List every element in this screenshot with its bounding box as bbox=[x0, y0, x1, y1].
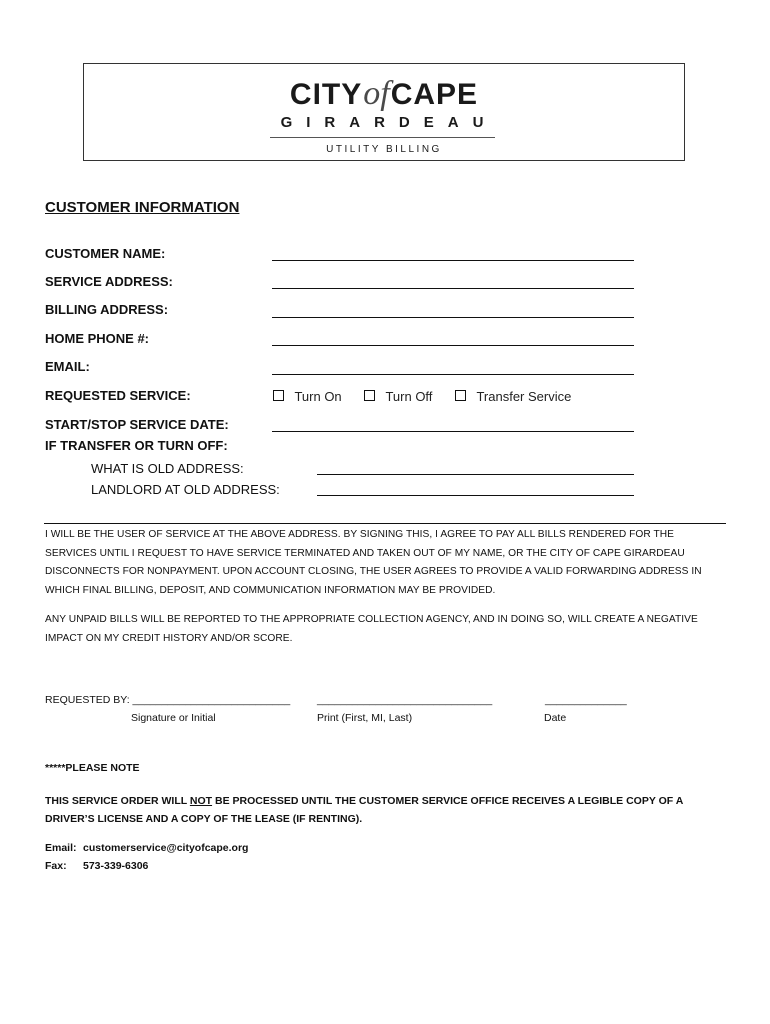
transfer-service-label: Transfer Service bbox=[476, 389, 572, 404]
print-name-line[interactable]: ______________________________ bbox=[317, 694, 493, 706]
note-text-not: NOT bbox=[189, 795, 213, 807]
contact-email-label: Email: bbox=[45, 842, 77, 854]
logo-department-text: UTILITY BILLING bbox=[326, 144, 442, 155]
logo-divider bbox=[270, 137, 495, 138]
section-divider bbox=[44, 523, 726, 524]
old-address-label: WHAT IS OLD ADDRESS: bbox=[91, 461, 244, 476]
contact-email-value[interactable]: customerservice@cityofcape.org bbox=[83, 842, 249, 854]
billing-address-label: BILLING ADDRESS: bbox=[45, 302, 169, 317]
service-address-field[interactable] bbox=[272, 288, 634, 289]
logo-wordmark bbox=[84, 75, 684, 113]
logo-city-text: CITY bbox=[289, 78, 363, 111]
requested-by-signature-line[interactable]: REQUESTED BY: ___________________________ bbox=[45, 694, 291, 706]
note-heading: *****PLEASE NOTE bbox=[45, 762, 140, 774]
home-phone-field[interactable] bbox=[272, 345, 634, 346]
logo-box bbox=[83, 63, 685, 161]
logo-cape-text: CAPE bbox=[390, 78, 479, 111]
old-address-field[interactable] bbox=[317, 474, 634, 475]
logo-of-text: of bbox=[363, 75, 390, 112]
email-label: EMAIL: bbox=[45, 359, 90, 374]
billing-address-field[interactable] bbox=[272, 317, 634, 318]
landlord-field[interactable] bbox=[317, 495, 634, 496]
customer-name-field[interactable] bbox=[272, 260, 634, 261]
date-caption: Date bbox=[544, 712, 567, 724]
turn-on-checkbox[interactable] bbox=[273, 390, 284, 401]
agreement-paragraph-1: I WILL BE THE USER OF SERVICE AT THE ABOVE ADDRESS. BY SIGNING THIS, I AGREE TO PAY ALL BILLS RENDERED FOR THE SERVICES UNTIL I REQUEST TO HAVE SERVICE TERMINATED AND TAKEN OUT OF MY NAME, OR THE CITY OF CAPE GIRARDEAU DISCONNECTS FOR NONPAYMENT. UPON ACCOUNT CLOSING, THE USER AGREES TO PROVIDE A VALID FORWARDING ADDRESS IN WHICH FINAL BILLING, DEPOSIT, AND COMMUNICATION INFORMATION MAY BE PROVIDED. bbox=[45, 529, 702, 596]
home-phone-label: HOME PHONE #: bbox=[45, 331, 150, 346]
customer-name-label: CUSTOMER NAME: bbox=[45, 246, 166, 261]
option-turn-on[interactable] bbox=[273, 388, 342, 406]
email-field[interactable] bbox=[272, 374, 634, 375]
logo-girardeau-text: GIRARDEAU bbox=[280, 114, 498, 131]
transfer-service-checkbox[interactable] bbox=[455, 390, 466, 401]
start-stop-date-field[interactable] bbox=[272, 431, 634, 432]
agreement-paragraph-2: ANY UNPAID BILLS WILL BE REPORTED TO THE APPROPRIATE COLLECTION AGENCY, AND IN DOING SO, WILL CREATE A NEGATIVE IMPACT ON MY CREDIT HISTORY AND/OR SCORE. bbox=[45, 614, 698, 644]
date-line[interactable]: ______________ bbox=[545, 694, 627, 706]
service-address-label: SERVICE ADDRESS: bbox=[45, 274, 173, 289]
if-transfer-label: IF TRANSFER OR TURN OFF: bbox=[45, 438, 228, 453]
note-text bbox=[45, 792, 725, 828]
contact-fax-label: Fax: bbox=[45, 860, 67, 872]
section-heading: CUSTOMER INFORMATION bbox=[45, 199, 240, 216]
option-turn-off[interactable] bbox=[364, 388, 432, 406]
turn-off-checkbox[interactable] bbox=[364, 390, 375, 401]
requested-service-label: REQUESTED SERVICE: bbox=[45, 388, 191, 403]
start-stop-date-label: START/STOP SERVICE DATE: bbox=[45, 417, 229, 432]
turn-off-label: Turn Off bbox=[385, 389, 433, 404]
signature-caption: Signature or Initial bbox=[131, 712, 216, 724]
option-transfer-service[interactable] bbox=[455, 388, 571, 406]
note-text-after: BE PROCESSED UNTIL THE CUSTOMER SERVICE OFFICE RECEIVES A LEGIBLE COPY OF A DRIVER’S LICENSE AND A COPY OF THE LEASE (IF RENTING). bbox=[45, 795, 683, 825]
contact-fax-value: 573-339-6306 bbox=[83, 860, 149, 872]
turn-on-label: Turn On bbox=[294, 389, 342, 404]
landlord-label: LANDLORD AT OLD ADDRESS: bbox=[91, 482, 280, 497]
note-text-before: THIS SERVICE ORDER WILL bbox=[45, 795, 190, 807]
print-caption: Print (First, MI, Last) bbox=[317, 712, 413, 724]
